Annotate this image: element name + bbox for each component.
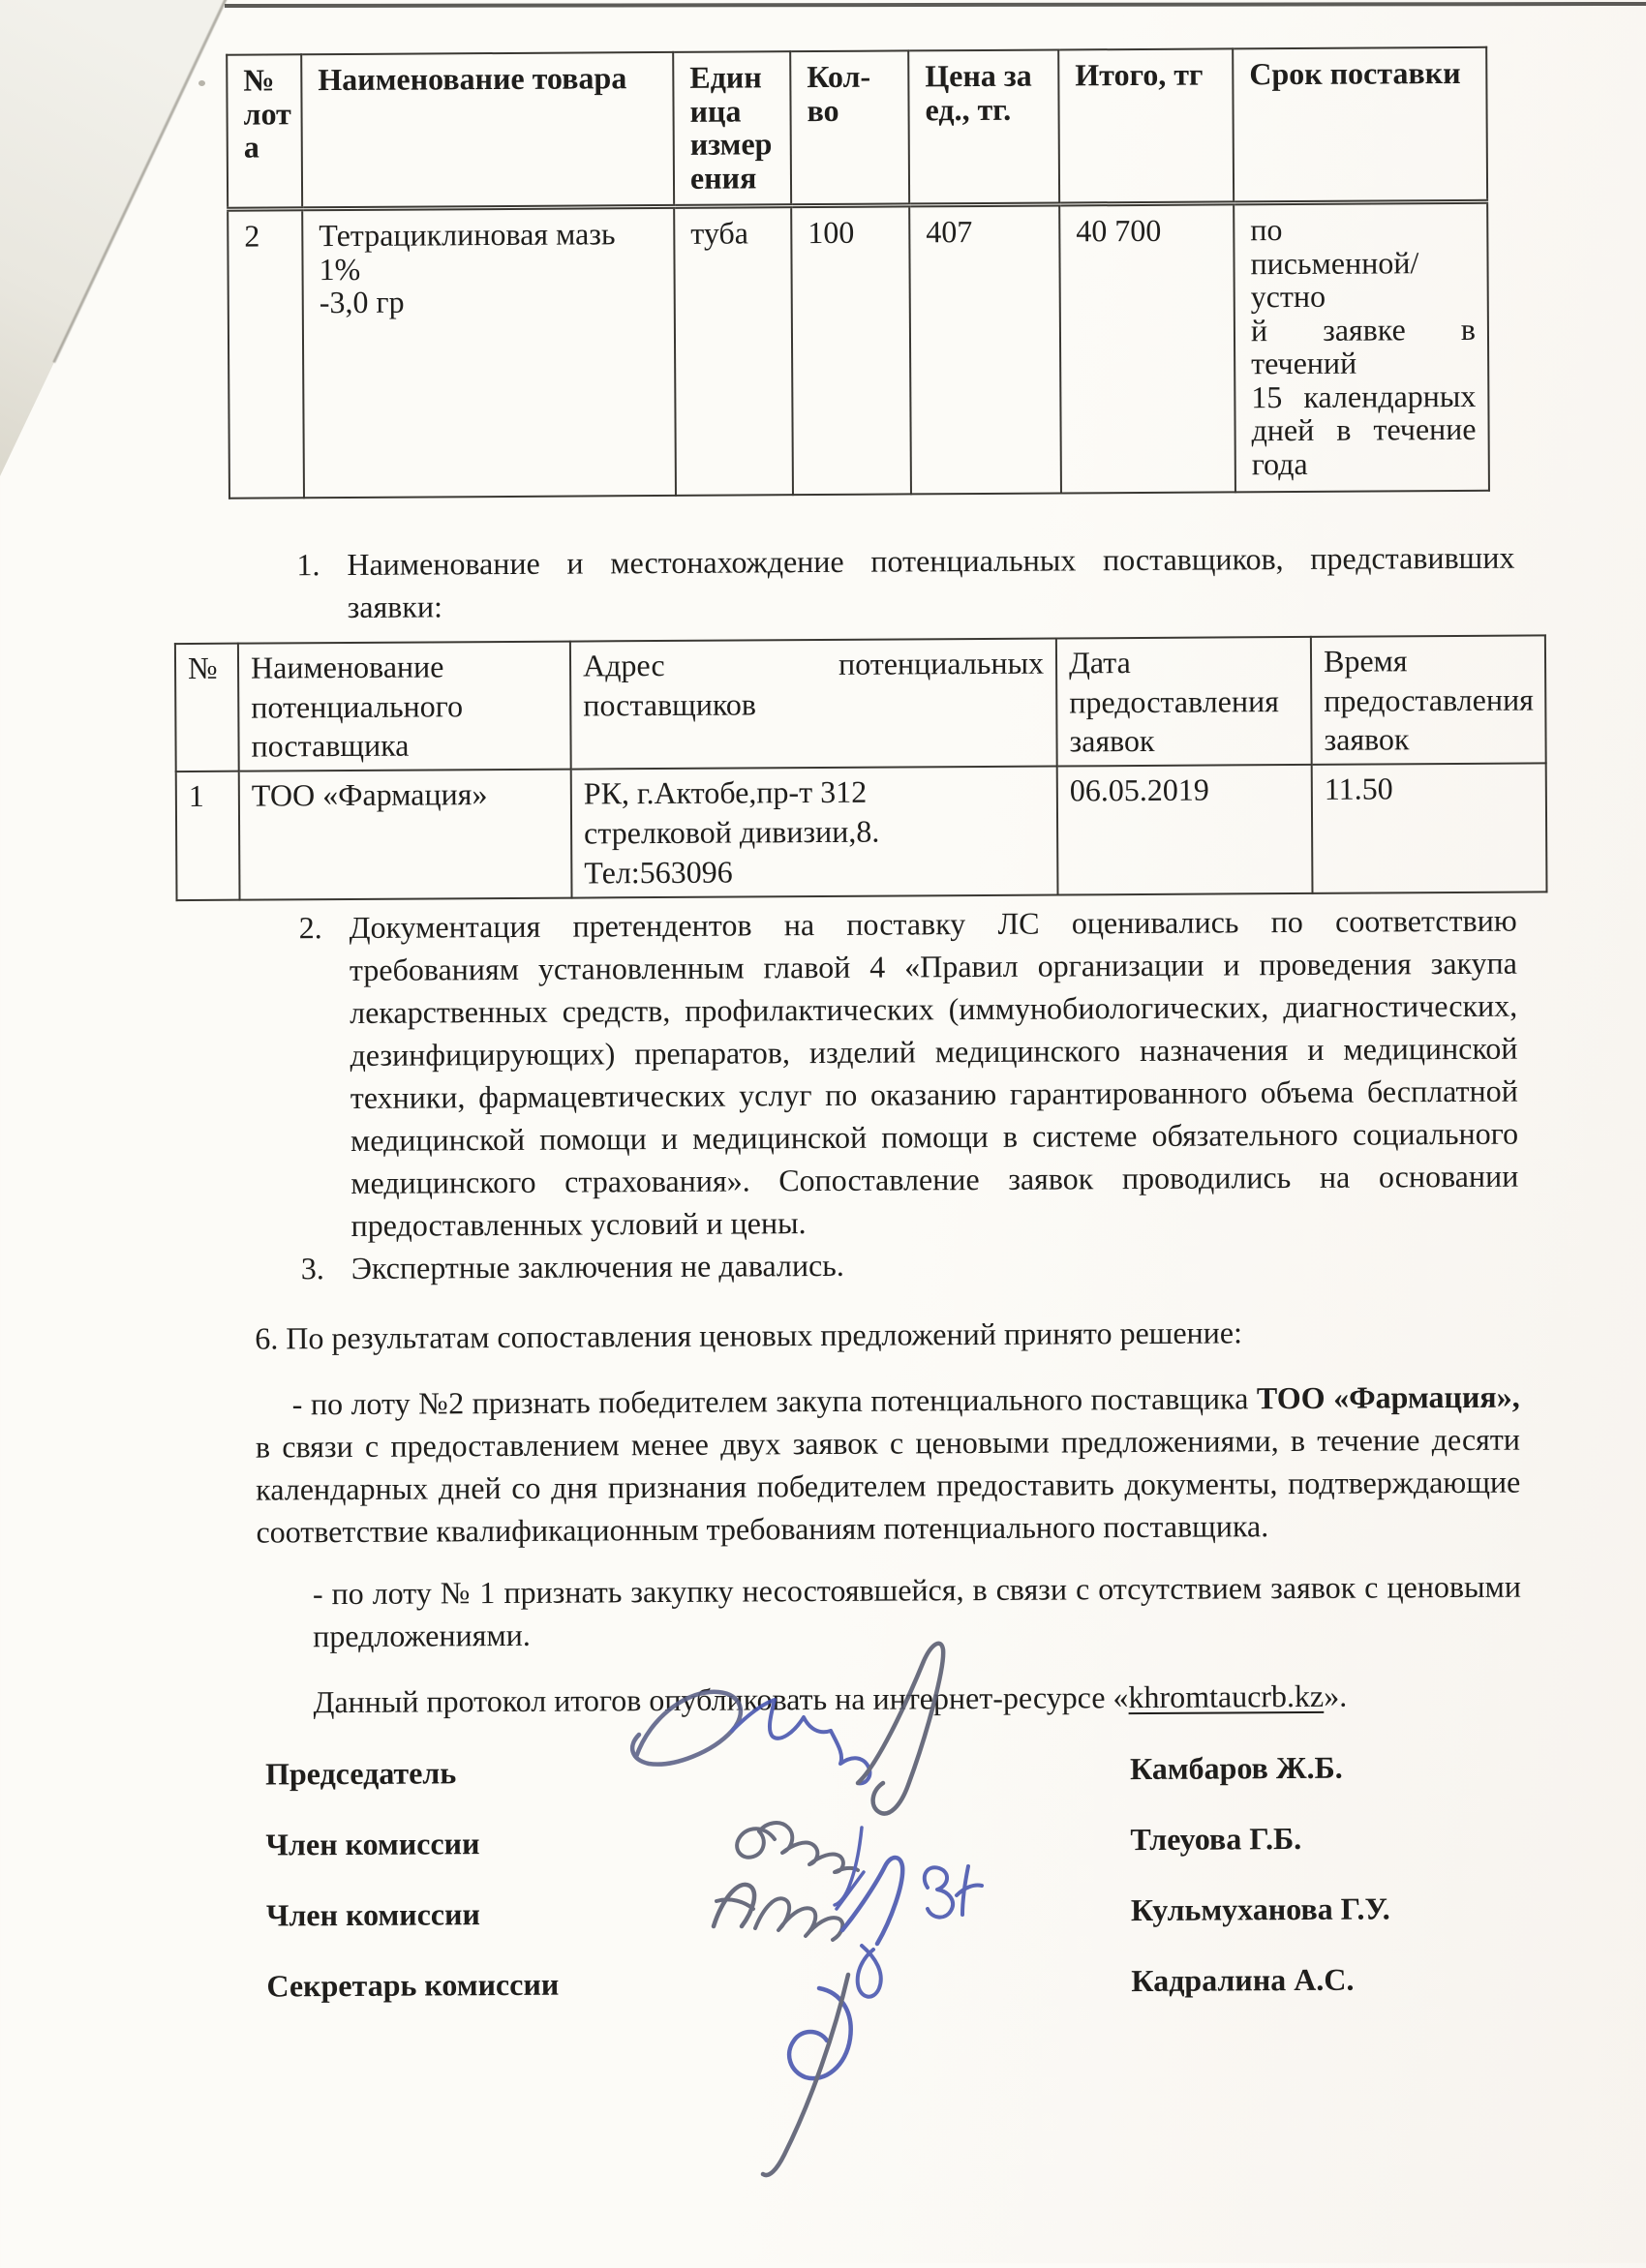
suppliers-header-name: Наименование потенциального поставщика xyxy=(238,641,571,771)
supplier-address-cell: РК, г.Актобе,пр-т 312 стрелковой дивизии,8. Тел:563096 xyxy=(571,767,1058,898)
signature-block xyxy=(258,1745,1524,2008)
clause-3 xyxy=(301,1240,1519,1290)
signatory-role: Член комиссии xyxy=(265,1826,480,1862)
lots-table-header-row xyxy=(227,47,1487,210)
lots-header-lot-no: № лот а xyxy=(227,54,302,209)
lot-no-cell: 2 xyxy=(228,209,304,498)
clause-1 xyxy=(296,535,1515,628)
suppliers-header-address: Адрес потенциальных поставщиков xyxy=(570,638,1057,770)
qty-cell: 100 xyxy=(791,205,911,495)
suppliers-table xyxy=(174,634,1548,901)
lots-table-row xyxy=(228,201,1489,498)
signature-row-member-2 xyxy=(266,1887,1523,1937)
unit-price-cell: 407 xyxy=(909,204,1061,494)
clause-2-text: Документация претендентов на поставку ЛС оценивались по соответствию требованиям установленным главой 4 «Правил организации и проведения закупа лекарственных средств, профилактических (иммунобиологических, диагностических, дезинфицирующих) препаратов, изделий медицинского назначения и медицинской техники, фармацевтических услуг по оказанию гарантированного объема бесплатной медицинской помощи и медицинской помощи в системе обязательного социального медицинского страхования». Сопоставление заявок проводились на основании предоставленных условий и цены. xyxy=(349,902,1519,1244)
supplier-date-cell: 06.05.2019 xyxy=(1057,765,1313,894)
signatory-name: Тлеуова Г.Б. xyxy=(1130,1821,1302,1858)
supplier-time-cell: 11.50 xyxy=(1312,764,1547,893)
lot2-decision-rest: в связи с предоставлением менее двух заявок с ценовыми предложениями, в течение десяти календарных дней со дня признания победителем предоставить документы, подтверждающие соответствие квалификационным требованиям потенциального поставщика. xyxy=(255,1421,1521,1550)
lot2-decision-start: - по лоту №2 признать победителем закупа потенциального поставщика xyxy=(291,1380,1258,1422)
signature-row-secretary xyxy=(266,1957,1523,2008)
signatory-role: Председатель xyxy=(264,1755,457,1792)
lot2-decision-paragraph xyxy=(256,1376,1521,1554)
publish-text-end: ». xyxy=(1324,1678,1348,1714)
clause-3-text: Экспертные заключения не давались. xyxy=(351,1248,844,1286)
clause-2 xyxy=(299,899,1519,1248)
lots-header-product-name: Наименование товара xyxy=(301,52,674,209)
suppliers-header-time: Время предоставления заявок xyxy=(1311,635,1546,765)
signatory-role: Секретарь комиссии xyxy=(266,1966,560,2004)
lots-header-unit: Един ица измер ения xyxy=(673,51,791,206)
signature-row-member-1 xyxy=(265,1816,1522,1866)
clause-number: 1. xyxy=(296,546,320,582)
suppliers-header-date: Дата предоставления заявок xyxy=(1056,636,1312,766)
clause-6-text: 6. По результатам сопоставления ценовых предложений принято решение: xyxy=(255,1315,1243,1356)
suppliers-table-row xyxy=(176,764,1547,901)
website-link-text: khromtaucrb.kz xyxy=(1128,1678,1325,1715)
product-name-cell: Тетрациклиновая мазь 1% -3,0 гр xyxy=(302,207,676,498)
signatory-name: Камбаров Ж.Б. xyxy=(1129,1750,1343,1787)
lots-header-unit-price: Цена за ед., тг. xyxy=(908,49,1059,205)
clause-1-text: Наименование и местонахождение потенциальных поставщиков, представивших заявки: xyxy=(347,539,1515,624)
publish-text-start: Данный протокол итогов опубликовать на интернет-ресурсе « xyxy=(313,1679,1129,1720)
lots-header-qty: Кол- во xyxy=(790,50,909,205)
clause-number: 3. xyxy=(300,1251,324,1286)
clause-number: 2. xyxy=(298,910,322,946)
signatory-name: Кадралина А.С. xyxy=(1131,1961,1355,1999)
signature-row-chairman xyxy=(265,1745,1522,1796)
lots-table xyxy=(226,46,1490,499)
lots-header-delivery: Срок поставки xyxy=(1233,47,1487,203)
signatory-name: Кульмуханова Г.У. xyxy=(1130,1890,1390,1928)
winner-supplier-name: ТОО «Фармация», xyxy=(1256,1378,1520,1416)
signatory-role: Член комиссии xyxy=(265,1896,481,1933)
suppliers-table-header-row xyxy=(175,635,1546,772)
delivery-cell: по письменной/устно й заявке в течений 15 календарных дней в течение года xyxy=(1234,201,1489,491)
total-cell: 40 700 xyxy=(1059,203,1235,493)
lots-header-total: Итого, тг xyxy=(1058,48,1234,204)
supplier-no-cell: 1 xyxy=(176,771,240,900)
publish-paragraph xyxy=(313,1674,1521,1724)
supplier-name-cell: ТОО «Фармация» xyxy=(239,770,572,900)
unit-cell: туба xyxy=(674,206,793,496)
lot1-decision-paragraph: - по лоту № 1 признать закупку несостоявшейся, в связи с отсутствием заявок с ценовыми предложениями. xyxy=(312,1568,1521,1654)
suppliers-header-no: № xyxy=(175,643,239,771)
